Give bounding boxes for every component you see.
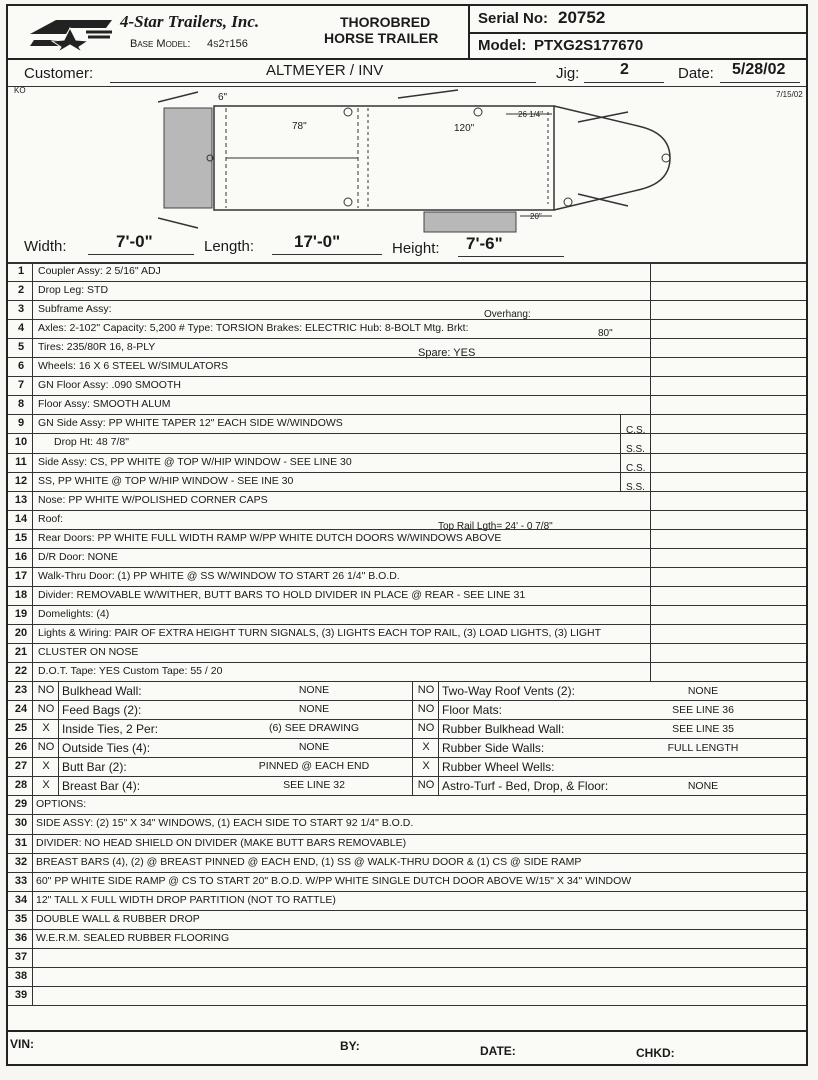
- mark-column-rule: [58, 681, 59, 795]
- line-rule: [8, 281, 806, 282]
- line-text: GN Side Assy: PP WHITE TAPER 12" EACH SIDE W/WINDOWS: [38, 417, 343, 430]
- line-rule: [8, 643, 806, 644]
- length-underline: [272, 254, 382, 255]
- line-text: Roof:: [38, 512, 64, 525]
- footer-date-label: DATE:: [480, 1044, 516, 1058]
- by-label: BY:: [340, 1039, 360, 1053]
- line-rule: [8, 414, 806, 415]
- option-mark: X: [42, 722, 50, 735]
- option-value: SEE LINE 35: [672, 723, 734, 736]
- line-number: 7: [17, 379, 25, 392]
- side-12: S.S.: [626, 482, 645, 493]
- option-label: Rubber Side Walls:: [442, 741, 545, 756]
- option-label: Astro-Turf - Bed, Drop, & Floor:: [442, 779, 609, 794]
- option-rule: [8, 757, 806, 758]
- option-value: SEE LINE 36: [672, 704, 734, 717]
- line-number: 2: [17, 284, 25, 297]
- line-rule: [8, 814, 806, 815]
- line-number: 10: [14, 436, 28, 449]
- top-rail-value: Top Rail Lgth= 24' - 0 7/8": [438, 521, 553, 532]
- line-rule: [8, 529, 806, 530]
- line-rule: [8, 453, 806, 454]
- line-number: 6: [17, 360, 25, 373]
- serial-number: 20752: [558, 8, 606, 27]
- jig-label: Jig:: [556, 65, 580, 82]
- option-rule: [8, 776, 806, 777]
- height-label: Height:: [392, 240, 440, 257]
- option-label: Inside Ties, 2 Per:: [62, 722, 159, 737]
- product-line-2: HORSE TRAILER: [324, 30, 439, 46]
- line-text: D/R Door: NONE: [38, 550, 118, 563]
- option-value: FULL LENGTH: [667, 742, 739, 755]
- lines-top-border: [8, 262, 806, 264]
- line-number: 5: [17, 341, 25, 354]
- four-star-logo-icon: [26, 14, 116, 52]
- line-text: BREAST BARS (4), (2) @ BREAST PINNED @ EACH END, (1) SS @ WALK-THRU DOOR & (1) CS @ SIDE RAMP: [36, 855, 582, 868]
- line-number: 25: [14, 722, 28, 735]
- line-text: W.E.R.M. SEALED RUBBER FLOORING: [36, 931, 230, 944]
- mark-column-rule: [438, 681, 439, 795]
- side-9: C.S.: [626, 425, 646, 436]
- line-rule: [8, 681, 806, 682]
- width-underline: [88, 254, 194, 255]
- length-value: 17'-0": [294, 232, 341, 251]
- option-mark: NO: [417, 703, 435, 716]
- line-number: 29: [14, 798, 28, 811]
- line-rule: [8, 510, 806, 511]
- line-text: 60" PP WHITE SIDE RAMP @ CS TO START 20" B.O.D. W/PP WHITE SINGLE DUTCH DOOR ABOVE W/15" X 34" WINDOW: [36, 874, 632, 887]
- date-underline: [720, 82, 800, 83]
- product-line-1: THOROBRED: [340, 14, 431, 30]
- line-text: DOUBLE WALL & RUBBER DROP: [36, 912, 200, 925]
- line-number: 16: [14, 550, 28, 563]
- line-number: 24: [14, 703, 28, 716]
- number-column-rule: [32, 795, 33, 1005]
- line-rule: [8, 624, 806, 625]
- line-number: 11: [15, 455, 27, 468]
- line-text: Tires: 235/80R 16, 8-PLY: [38, 341, 156, 354]
- line-rule: [8, 319, 806, 320]
- option-rule: [8, 719, 806, 720]
- line-text: GN Floor Assy: .090 SMOOTH: [38, 379, 181, 392]
- footer-divider: [8, 1030, 806, 1032]
- date-label: Date:: [678, 65, 714, 82]
- line-rule: [8, 300, 806, 301]
- line-number: 31: [14, 836, 28, 849]
- option-mark: X: [42, 760, 50, 773]
- line-text: SIDE ASSY: (2) 15" X 34" WINDOWS, (1) EACH SIDE TO START 92 1/4" B.O.D.: [36, 817, 414, 830]
- line-rule: [8, 662, 806, 663]
- dim-20: 20": [530, 212, 542, 221]
- line-rule: [8, 586, 806, 587]
- option-mark: X: [422, 760, 430, 773]
- line-rule: [8, 986, 806, 987]
- line-number: 33: [14, 874, 28, 887]
- header-divider: [8, 58, 806, 60]
- model-label: Model:: [478, 37, 527, 54]
- option-label: Rubber Wheel Wells:: [442, 760, 555, 775]
- line-text: Drop Ht: 48 7/8": [54, 436, 129, 449]
- jig-value: 2: [620, 61, 629, 78]
- height-value: 7'-6": [466, 234, 503, 253]
- line-rule: [8, 357, 806, 358]
- dim-26: 26 1/4": [518, 110, 544, 119]
- customer-label: Customer:: [24, 65, 94, 82]
- line-text: OPTIONS:: [36, 798, 87, 811]
- line-rule: [8, 948, 806, 949]
- line-number: 14: [14, 512, 28, 525]
- line-rule: [8, 567, 806, 568]
- line-number: 17: [14, 569, 28, 582]
- option-value: SEE LINE 32: [283, 779, 345, 792]
- option-value: NONE: [298, 741, 330, 754]
- line-number: 13: [14, 493, 28, 506]
- line-text: Nose: PP WHITE W/POLISHED CORNER CAPS: [38, 493, 268, 506]
- line-number: 32: [14, 855, 28, 868]
- option-value: NONE: [687, 780, 719, 793]
- option-value: (6) SEE DRAWING: [268, 722, 360, 735]
- line-rule: [8, 910, 806, 911]
- vin-label: VIN:: [10, 1037, 34, 1051]
- mtg-brkt-value: 80": [598, 328, 613, 339]
- line-text: Domelights: (4): [38, 607, 110, 620]
- option-label: Butt Bar (2):: [62, 760, 127, 775]
- line-rule: [8, 338, 806, 339]
- line-number: 4: [17, 322, 25, 335]
- line-rule: [8, 853, 806, 854]
- line-number: 12: [14, 474, 28, 487]
- line-number: 21: [14, 646, 28, 658]
- serial-label: Serial No:: [478, 10, 549, 27]
- line-number: 34: [14, 893, 28, 906]
- option-mark: NO: [417, 722, 435, 735]
- line-number: 38: [14, 969, 28, 982]
- height-underline: [458, 256, 564, 257]
- line-text: Axles: 2-102" Capacity: 5,200 # Type: TORSION Brakes: ELECTRIC Hub: 8-BOLT Mtg. Brkt:: [38, 322, 469, 335]
- side-box-rule: [620, 414, 621, 490]
- dim-78: 78": [292, 121, 307, 132]
- option-label: Outside Ties (4):: [62, 741, 151, 756]
- line-number: 36: [14, 931, 28, 944]
- line-text: DIVIDER: NO HEAD SHIELD ON DIVIDER (MAKE BUTT BARS REMOVABLE): [36, 836, 407, 849]
- company-name: 4-Star Trailers, Inc.: [120, 12, 260, 31]
- middle-column-rule: [412, 681, 413, 795]
- line-text: Side Assy: CS, PP WHITE @ TOP W/HIP WINDOW - SEE LINE 30: [38, 455, 352, 468]
- line-number: 28: [14, 779, 28, 792]
- line-number: 27: [14, 760, 28, 773]
- line-text: Divider: REMOVABLE W/WITHER, BUTT BARS TO HOLD DIVIDER IN PLACE @ REAR - SEE LINE 31: [38, 588, 526, 601]
- line-rule: [8, 433, 806, 434]
- line-rule: [8, 472, 806, 473]
- line-rule: [8, 834, 806, 835]
- option-value: NONE: [298, 684, 330, 697]
- option-mark: NO: [37, 703, 55, 716]
- drawing-top-line: [8, 86, 806, 87]
- chkd-label: CHKD:: [636, 1046, 675, 1060]
- line-number: 23: [14, 684, 28, 697]
- option-label: Feed Bags (2):: [62, 703, 142, 718]
- model-number: PTXG2S177670: [534, 37, 644, 54]
- option-label: Breast Bar (4):: [62, 779, 141, 794]
- option-label: Two-Way Roof Vents (2):: [442, 684, 575, 699]
- line-text: Walk-Thru Door: (1) PP WHITE @ SS W/WINDOW TO START 26 1/4" B.O.D.: [38, 569, 400, 582]
- option-mark: NO: [37, 684, 55, 697]
- side-10: S.S.: [626, 444, 645, 455]
- line-number: 15: [14, 531, 28, 544]
- option-mark: NO: [417, 779, 435, 792]
- spare-value: Spare: YES: [418, 347, 476, 359]
- width-label: Width:: [24, 238, 67, 255]
- line-number: 22: [14, 665, 28, 678]
- option-label: Bulkhead Wall:: [62, 684, 142, 699]
- serial-model-divider: [468, 32, 808, 34]
- option-mark: NO: [417, 684, 435, 697]
- customer-underline: [110, 82, 536, 83]
- line-number: 26: [14, 741, 28, 754]
- length-label: Length:: [204, 238, 255, 255]
- line-rule: [8, 929, 806, 930]
- line-number: 1: [17, 265, 25, 277]
- line-number: 3: [17, 303, 25, 316]
- drawing-corner-left: KO: [14, 86, 26, 95]
- line-text: Subframe Assy:: [38, 303, 112, 316]
- line-number: 9: [17, 417, 25, 430]
- line-text: Coupler Assy: 2 5/16" ADJ: [38, 265, 161, 277]
- line-number: 20: [14, 626, 28, 639]
- option-label: Floor Mats:: [442, 703, 503, 718]
- line-text: CLUSTER ON NOSE: [38, 646, 139, 658]
- option-mark: X: [422, 741, 430, 754]
- line-rule: [8, 872, 806, 873]
- dim-6: 6": [218, 92, 228, 103]
- option-value: NONE: [687, 685, 719, 698]
- overhang-label: Overhang:: [484, 309, 531, 320]
- option-value: NONE: [298, 703, 330, 716]
- line-text: 12" TALL X FULL WIDTH DROP PARTITION (NOT TO RATTLE): [36, 893, 336, 906]
- line-rule: [8, 967, 806, 968]
- option-rule: [8, 795, 806, 796]
- option-mark: NO: [37, 741, 55, 754]
- line-number: 35: [14, 912, 28, 925]
- line-rule: [8, 891, 806, 892]
- line-number: 18: [14, 588, 28, 601]
- line-number: 19: [14, 607, 28, 620]
- line-number: 30: [14, 817, 28, 830]
- option-mark: X: [42, 779, 50, 792]
- line-rule: [8, 395, 806, 396]
- option-label: Rubber Bulkhead Wall:: [442, 722, 565, 737]
- base-model-label: Base Model:: [130, 38, 191, 50]
- build-sheet: [6, 4, 808, 1066]
- dim-120: 120": [454, 123, 475, 134]
- line-text: Floor Assy: SMOOTH ALUM: [38, 398, 171, 411]
- drawing-corner-right: 7/15/02: [776, 90, 803, 99]
- line-text: Wheels: 16 X 6 STEEL W/SIMULATORS: [38, 360, 229, 373]
- notes-column-rule: [650, 262, 651, 681]
- line-number: 8: [17, 398, 25, 411]
- trailer-floor-plan: [158, 88, 688, 238]
- line-number: 39: [14, 988, 28, 1001]
- number-column-rule: [32, 262, 33, 681]
- line-rule: [8, 491, 806, 492]
- number-column-rule: [32, 681, 33, 795]
- line-rule: [8, 548, 806, 549]
- customer-value: ALTMEYER / INV: [266, 62, 384, 79]
- side-11: C.S.: [626, 463, 646, 474]
- option-rule: [8, 738, 806, 739]
- date-value: 5/28/02: [732, 61, 786, 78]
- line-text: Lights & Wiring: PAIR OF EXTRA HEIGHT TURN SIGNALS, (3) LIGHTS EACH TOP RAIL, (3) LOAD LIGHTS, (3) LIGHT: [38, 626, 602, 639]
- line-number: 37: [14, 950, 28, 963]
- line-text: D.O.T. Tape: YES Custom Tape: 55 / 20: [38, 665, 223, 678]
- line-rule: [8, 376, 806, 377]
- line-text: Rear Doors: PP WHITE FULL WIDTH RAMP W/PP WHITE DUTCH DOORS W/WINDOWS ABOVE: [38, 531, 502, 544]
- line-text: SS, PP WHITE @ TOP W/HIP WINDOW - SEE INE 30: [38, 474, 294, 487]
- base-model-value: 4s2t156: [207, 38, 248, 50]
- width-value: 7'-0": [116, 232, 153, 251]
- jig-underline: [584, 82, 664, 83]
- line-rule: [8, 1005, 806, 1006]
- option-value: PINNED @ EACH END: [258, 760, 370, 773]
- option-rule: [8, 700, 806, 701]
- line-text: Drop Leg: STD: [38, 284, 109, 297]
- line-rule: [8, 605, 806, 606]
